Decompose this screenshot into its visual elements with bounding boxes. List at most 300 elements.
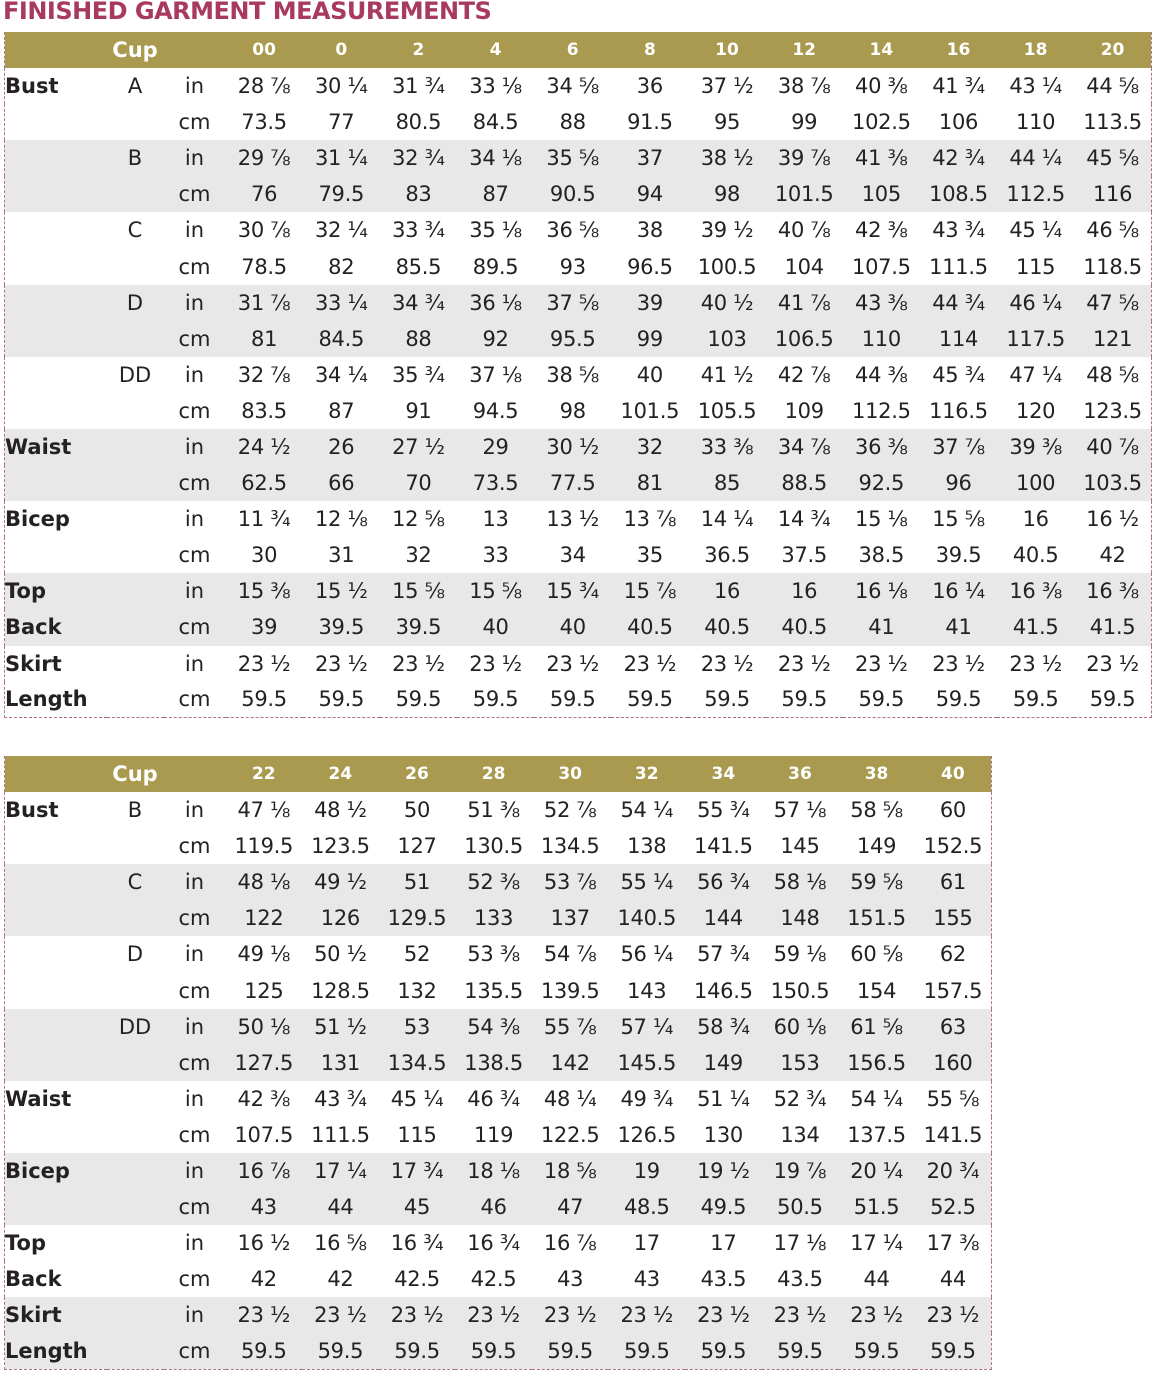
- measurement-label: Top: [5, 579, 46, 604]
- table-row: [5, 936, 992, 972]
- measurement-value: 49 ½: [314, 870, 367, 895]
- measurement-value: 26: [328, 434, 355, 459]
- measurement-value: 16 ⅜: [1086, 579, 1139, 604]
- measurement-value: 59.5: [627, 687, 673, 712]
- table-row: [5, 501, 1152, 537]
- unit-label: cm: [178, 687, 211, 712]
- measurement-value: 115: [1016, 254, 1056, 279]
- measurement-value: 23 ½: [546, 651, 599, 676]
- measurement-value: 40.5: [627, 615, 673, 640]
- measurement-value: 35 ⅝: [546, 146, 599, 171]
- measurement-value: 46: [480, 1195, 507, 1220]
- measurement-value: 42.5: [470, 1267, 517, 1292]
- measurement-value: 133: [473, 906, 514, 931]
- measurement-value: 59.5: [777, 1339, 823, 1364]
- measurement-value: 18 ⅛: [467, 1158, 520, 1183]
- measurement-value: 107.5: [852, 254, 911, 279]
- measurement-value: 87: [328, 398, 355, 423]
- measurement-value: 48 ¼: [543, 1086, 597, 1111]
- measurement-value: 16 ⅞: [543, 1231, 597, 1256]
- cup-label: D: [126, 942, 144, 967]
- measurement-value: 62.5: [241, 471, 287, 496]
- measurement-value: 33 ⅜: [700, 434, 754, 459]
- measurement-value: 23 ½: [314, 1303, 367, 1328]
- cup-label: [107, 176, 164, 212]
- measurement-value: 23 ½: [620, 1303, 674, 1328]
- measurement-value: 99: [791, 110, 818, 135]
- measurement-value: 95.5: [549, 326, 596, 351]
- measurement-value: 45: [403, 1195, 431, 1220]
- size-header: 20: [1100, 40, 1125, 60]
- measurement-value: 31 ¼: [314, 146, 368, 171]
- measurement-value: 36 ⅝: [546, 218, 599, 243]
- measurement-value: 23 ½: [850, 1303, 903, 1328]
- measurement-value: 43.5: [777, 1267, 823, 1292]
- measurement-value: 119.5: [234, 834, 294, 859]
- measurement-value: 15 ½: [314, 579, 368, 604]
- measurement-value: 34 ¼: [314, 362, 368, 387]
- measurement-value: 132: [397, 978, 437, 1003]
- measurement-value: 57 ¾: [697, 942, 750, 967]
- measurement-value: 52 ⅞: [543, 798, 597, 823]
- measurement-value: 58 ⅝: [850, 798, 903, 823]
- measurement-value: 134.5: [540, 834, 600, 859]
- measurement-value: 116: [1092, 182, 1133, 207]
- cup-label: B: [127, 146, 143, 171]
- measurement-value: 55 ¾: [697, 798, 750, 823]
- table-row: [5, 140, 1152, 176]
- measurement-value: 103: [707, 326, 747, 351]
- measurement-value: 108.5: [929, 182, 988, 207]
- measurement-value: 50 ½: [314, 942, 367, 967]
- measurement-value: 109: [784, 398, 824, 423]
- measurement-value: 47 ⅝: [1086, 290, 1139, 315]
- measurement-value: 45 ¼: [1009, 218, 1062, 243]
- measurement-value: 83.5: [241, 398, 287, 423]
- measurement-value: 153: [780, 1050, 820, 1075]
- size-header: 32: [634, 764, 659, 784]
- measurement-value: 59.5: [704, 687, 750, 712]
- measurement-value: 40.5: [1012, 543, 1059, 568]
- unit-label: in: [184, 290, 205, 315]
- size-header: 24: [328, 764, 353, 784]
- measurement-value: 44: [939, 1267, 966, 1292]
- measurement-value: 34: [559, 543, 586, 568]
- size-header: 14: [869, 40, 894, 60]
- measurement-value: 41: [945, 615, 972, 640]
- size-header: 22: [251, 764, 276, 784]
- measurement-value: 36.5: [704, 543, 750, 568]
- cup-label: [107, 465, 164, 501]
- measurement-value: 125: [244, 978, 284, 1003]
- cup-label: [107, 321, 164, 357]
- measurement-value: 32 ¾: [392, 146, 445, 171]
- measurement-value: 16 ½: [237, 1231, 291, 1256]
- measurement-value: 15 ⅛: [855, 507, 908, 532]
- size-header: 2: [412, 40, 425, 60]
- measurement-value: 41 ⅞: [777, 290, 831, 315]
- measurement-value: 116.5: [929, 398, 988, 423]
- cup-label: [107, 1081, 164, 1117]
- table-row: [5, 104, 1152, 140]
- measurement-value: 33 ⅛: [469, 74, 522, 99]
- cup-label: [107, 1333, 164, 1369]
- measurement-value: 12 ⅝: [392, 507, 445, 532]
- measurement-value: 42.5: [394, 1267, 440, 1292]
- cup-label: [107, 1261, 164, 1297]
- measurement-value: 23 ½: [773, 1303, 827, 1328]
- unit-label: in: [184, 1231, 205, 1256]
- measurement-value: 59.5: [549, 687, 596, 712]
- measurement-value: 54 ⅜: [467, 1014, 520, 1039]
- measurement-value: 28 ⅞: [237, 74, 291, 99]
- measurement-value: 81: [636, 471, 663, 496]
- measurement-label: [5, 248, 107, 284]
- measurement-value: 48 ½: [314, 798, 367, 823]
- measurement-value: 40: [559, 615, 586, 640]
- table-row: [5, 900, 992, 936]
- unit-label: cm: [178, 254, 211, 279]
- measurement-value: 40: [482, 615, 509, 640]
- measurement-value: 123.5: [311, 834, 370, 859]
- measurement-value: 45 ¼: [390, 1086, 444, 1111]
- measurement-label: [5, 465, 107, 501]
- measurement-value: 23 ½: [314, 651, 368, 676]
- measurement-value: 35 ¾: [392, 362, 445, 387]
- size-header-row: [5, 756, 992, 792]
- measurement-value: 95: [713, 110, 741, 135]
- size-header: 30: [558, 764, 582, 784]
- measurement-value: 104: [784, 254, 824, 279]
- measurement-value: 44 ⅜: [855, 362, 908, 387]
- measurement-value: 23 ½: [777, 651, 831, 676]
- cup-label: [107, 1225, 164, 1261]
- measurement-value: 85.5: [395, 254, 442, 279]
- measurement-label: [5, 393, 107, 429]
- measurement-label: [5, 212, 107, 248]
- measurement-value: 38 ⅝: [546, 362, 599, 387]
- measurement-value: 16 ½: [1086, 507, 1139, 532]
- measurement-value: 13: [482, 507, 509, 532]
- measurement-value: 30 ⅞: [237, 218, 291, 243]
- measurement-value: 102.5: [852, 110, 911, 135]
- unit-label: in: [184, 74, 205, 99]
- measurement-value: 98: [713, 182, 741, 207]
- measurement-value: 42 ¾: [932, 146, 985, 171]
- measurement-value: 59.5: [241, 1339, 287, 1364]
- size-header: 12: [792, 40, 816, 60]
- measurement-value: 105.5: [697, 398, 757, 423]
- measurement-value: 34 ⅛: [469, 146, 522, 171]
- measurement-value: 15 ⅜: [237, 579, 291, 604]
- cup-label: [107, 1297, 164, 1333]
- measurement-value: 73.5: [472, 471, 519, 496]
- measurement-value: 39 ⅜: [1009, 434, 1062, 459]
- measurement-value: 90.5: [549, 182, 596, 207]
- unit-label: in: [184, 146, 205, 171]
- measurement-table-sizes-22-40: [4, 756, 992, 1370]
- unit-label: cm: [178, 615, 211, 640]
- measurement-value: 117.5: [1006, 326, 1065, 351]
- measurement-value: 59.5: [700, 1339, 747, 1364]
- measurement-value: 53 ⅜: [467, 942, 520, 967]
- cup-label: C: [127, 218, 143, 243]
- measurement-value: 157.5: [923, 978, 983, 1003]
- measurement-value: 50.5: [777, 1195, 823, 1220]
- size-header: 4: [489, 40, 502, 60]
- unit-label: in: [184, 434, 205, 459]
- measurement-value: 141.5: [923, 1122, 983, 1147]
- measurement-value: 100.5: [697, 254, 757, 279]
- measurement-value: 20 ¾: [926, 1158, 980, 1183]
- measurement-value: 59.5: [317, 1339, 364, 1364]
- measurement-value: 27 ½: [392, 434, 445, 459]
- measurement-rows: [5, 792, 992, 1370]
- measurement-value: 134.5: [387, 1050, 447, 1075]
- measurement-value: 129.5: [387, 906, 447, 931]
- measurement-label: Back: [5, 615, 62, 640]
- size-header: 34: [711, 764, 736, 784]
- measurement-value: 138: [627, 834, 667, 859]
- measurement-value: 15 ⅞: [623, 579, 677, 604]
- measurement-value: 59 ⅝: [850, 870, 903, 895]
- measurement-value: 39: [636, 290, 663, 315]
- table-row: [5, 465, 1152, 501]
- measurement-rows: [5, 68, 1152, 718]
- measurement-value: 39 ⅞: [777, 146, 831, 171]
- measurement-value: 48 ⅝: [1086, 362, 1139, 387]
- size-header: 16: [946, 40, 971, 60]
- measurement-value: 55 ⅝: [926, 1086, 980, 1111]
- measurement-value: 77: [328, 110, 355, 135]
- measurement-value: 41.5: [1012, 615, 1059, 640]
- table-row: [5, 1333, 992, 1369]
- table-row: [5, 321, 1152, 357]
- measurement-value: 14 ¾: [777, 507, 831, 532]
- measurement-value: 43: [633, 1267, 660, 1292]
- measurement-value: 103.5: [1083, 471, 1142, 496]
- unit-label: in: [184, 1014, 205, 1039]
- measurement-value: 48 ⅛: [237, 870, 291, 895]
- table-row: [5, 972, 992, 1008]
- cup-label: [107, 1045, 164, 1081]
- cup-label: [107, 1153, 164, 1189]
- measurement-value: 23 ½: [392, 651, 445, 676]
- measurement-value: 59.5: [1089, 687, 1136, 712]
- measurement-value: 55 ¼: [620, 870, 674, 895]
- measurement-value: 42: [250, 1267, 277, 1292]
- measurement-value: 42: [1099, 543, 1126, 568]
- header-blank: [5, 32, 107, 68]
- measurement-value: 23 ½: [926, 1303, 980, 1328]
- measurement-value: 37 ⅞: [932, 434, 985, 459]
- table-row: [5, 792, 992, 828]
- measurement-value: 39.5: [318, 615, 365, 640]
- measurement-label: Waist: [5, 434, 72, 459]
- measurement-value: 53: [403, 1014, 431, 1039]
- measurement-value: 89.5: [472, 254, 519, 279]
- measurement-value: 43 ¼: [1009, 74, 1062, 99]
- measurement-value: 59.5: [853, 1339, 900, 1364]
- measurement-value: 46 ¼: [1009, 290, 1062, 315]
- measurement-value: 17: [710, 1231, 737, 1256]
- table-row: [5, 1189, 992, 1225]
- measurement-value: 59.5: [395, 687, 442, 712]
- unit-label: cm: [178, 110, 211, 135]
- measurement-value: 13 ⅞: [623, 507, 677, 532]
- table-row: [5, 573, 1152, 609]
- measurement-value: 91.5: [627, 110, 673, 135]
- measurement-value: 135.5: [464, 978, 523, 1003]
- table-row: [5, 248, 1152, 284]
- measurement-value: 57 ¼: [620, 1014, 674, 1039]
- measurement-value: 39.5: [935, 543, 982, 568]
- table-row: [5, 1045, 992, 1081]
- size-header: 26: [405, 764, 429, 784]
- measurement-value: 37.5: [781, 543, 827, 568]
- measurement-value: 44 ¾: [932, 290, 985, 315]
- measurement-value: 54 ⅞: [543, 942, 597, 967]
- measurement-value: 40 ⅞: [1086, 434, 1139, 459]
- measurement-value: 61 ⅝: [850, 1014, 903, 1039]
- size-header: 38: [864, 764, 889, 784]
- unit-label: in: [184, 218, 205, 243]
- measurement-value: 105: [861, 182, 901, 207]
- measurement-value: 59.5: [623, 1339, 670, 1364]
- measurement-value: 43: [250, 1195, 277, 1220]
- unit-label: in: [184, 1303, 205, 1328]
- measurement-label: Bust: [5, 74, 59, 99]
- measurement-value: 138.5: [464, 1050, 523, 1075]
- measurement-value: 38.5: [858, 543, 905, 568]
- measurement-value: 17 ¼: [850, 1231, 903, 1256]
- measurement-value: 36 ⅜: [855, 434, 908, 459]
- cup-label: [107, 537, 164, 573]
- measurement-value: 51 ¼: [697, 1086, 750, 1111]
- measurement-value: 130.5: [464, 834, 523, 859]
- measurement-value: 154: [856, 978, 897, 1003]
- measurement-value: 16: [791, 579, 818, 604]
- measurement-value: 41 ½: [700, 362, 754, 387]
- size-header-row: [5, 32, 1152, 68]
- table-row: [5, 285, 1152, 321]
- measurement-value: 115: [397, 1122, 437, 1147]
- measurement-value: 151.5: [847, 906, 906, 931]
- measurement-value: 34 ⅞: [777, 434, 831, 459]
- measurement-value: 40 ⅜: [855, 74, 908, 99]
- measurement-value: 47 ⅛: [237, 798, 291, 823]
- table-row: [5, 176, 1152, 212]
- measurement-value: 38: [636, 218, 663, 243]
- table-row: [5, 609, 1152, 645]
- measurement-value: 52: [403, 942, 431, 967]
- measurement-value: 127.5: [234, 1050, 294, 1075]
- measurement-value: 119: [473, 1122, 514, 1147]
- measurement-value: 112.5: [852, 398, 911, 423]
- cup-label: [107, 1117, 164, 1153]
- measurement-value: 130: [703, 1122, 743, 1147]
- unit-label: in: [184, 1086, 205, 1111]
- size-header: 00: [252, 40, 276, 60]
- measurement-value: 47 ¼: [1009, 362, 1062, 387]
- measurement-value: 52 ¾: [773, 1086, 827, 1111]
- measurement-value: 63: [939, 1014, 966, 1039]
- table-row: [5, 828, 992, 864]
- unit-label: in: [184, 798, 205, 823]
- table-row: [5, 393, 1152, 429]
- measurement-value: 37 ⅝: [546, 290, 599, 315]
- measurement-value: 66: [328, 471, 355, 496]
- measurement-value: 59.5: [241, 687, 287, 712]
- measurement-value: 15 ⅝: [932, 507, 985, 532]
- measurement-value: 40.5: [781, 615, 827, 640]
- measurement-value: 59.5: [935, 687, 982, 712]
- measurement-value: 42 ⅜: [855, 218, 908, 243]
- measurement-value: 88.5: [781, 471, 827, 496]
- measurement-value: 33 ¼: [314, 290, 368, 315]
- measurement-value: 49.5: [700, 1195, 747, 1220]
- measurement-value: 17 ¾: [390, 1158, 444, 1183]
- measurement-label: [5, 972, 107, 1008]
- cup-label: [107, 682, 164, 718]
- measurement-value: 36 ⅛: [469, 290, 522, 315]
- table-row: [5, 646, 1152, 682]
- measurement-value: 106: [938, 110, 979, 135]
- measurement-value: 42 ⅞: [777, 362, 831, 387]
- measurement-value: 36: [636, 74, 663, 99]
- table-row: [5, 357, 1152, 393]
- measurement-value: 52.5: [930, 1195, 976, 1220]
- measurement-value: 23 ½: [855, 651, 908, 676]
- measurement-value: 52 ⅜: [467, 870, 520, 895]
- measurement-value: 23 ½: [700, 651, 754, 676]
- measurement-value: 37 ½: [700, 74, 754, 99]
- measurement-label: [5, 176, 107, 212]
- measurement-value: 15 ¾: [546, 579, 599, 604]
- measurement-value: 88: [405, 326, 432, 351]
- cup-header: Cup: [112, 38, 158, 62]
- measurement-value: 59.5: [1012, 687, 1059, 712]
- measurement-value: 51 ⅜: [467, 798, 520, 823]
- table-row: [5, 429, 1152, 465]
- measurement-value: 18 ⅝: [543, 1158, 597, 1183]
- measurement-value: 59.5: [930, 1339, 976, 1364]
- measurement-label: [5, 864, 107, 900]
- table-row: [5, 212, 1152, 248]
- unit-label: in: [184, 362, 205, 387]
- measurement-value: 45 ¾: [932, 362, 985, 387]
- measurement-label: Top: [5, 1231, 46, 1256]
- measurement-value: 41 ⅜: [855, 146, 908, 171]
- measurement-value: 149: [703, 1050, 743, 1075]
- size-header: 8: [643, 40, 656, 60]
- table-row: [5, 864, 992, 900]
- measurement-value: 43 ¾: [932, 218, 985, 243]
- measurement-value: 30: [251, 543, 278, 568]
- measurement-value: 49 ¾: [620, 1086, 674, 1111]
- measurement-value: 38 ⅞: [777, 74, 831, 99]
- measurement-value: 145.5: [617, 1050, 677, 1075]
- measurement-value: 23 ½: [237, 651, 291, 676]
- measurement-value: 19: [633, 1158, 660, 1183]
- measurement-value: 17 ⅜: [926, 1231, 980, 1256]
- measurement-value: 111.5: [311, 1122, 370, 1147]
- measurement-value: 16 ¼: [932, 579, 985, 604]
- measurement-value: 35 ⅛: [469, 218, 522, 243]
- measurement-value: 23 ½: [1086, 651, 1139, 676]
- measurement-value: 29 ⅞: [237, 146, 291, 171]
- measurement-label: [5, 357, 107, 393]
